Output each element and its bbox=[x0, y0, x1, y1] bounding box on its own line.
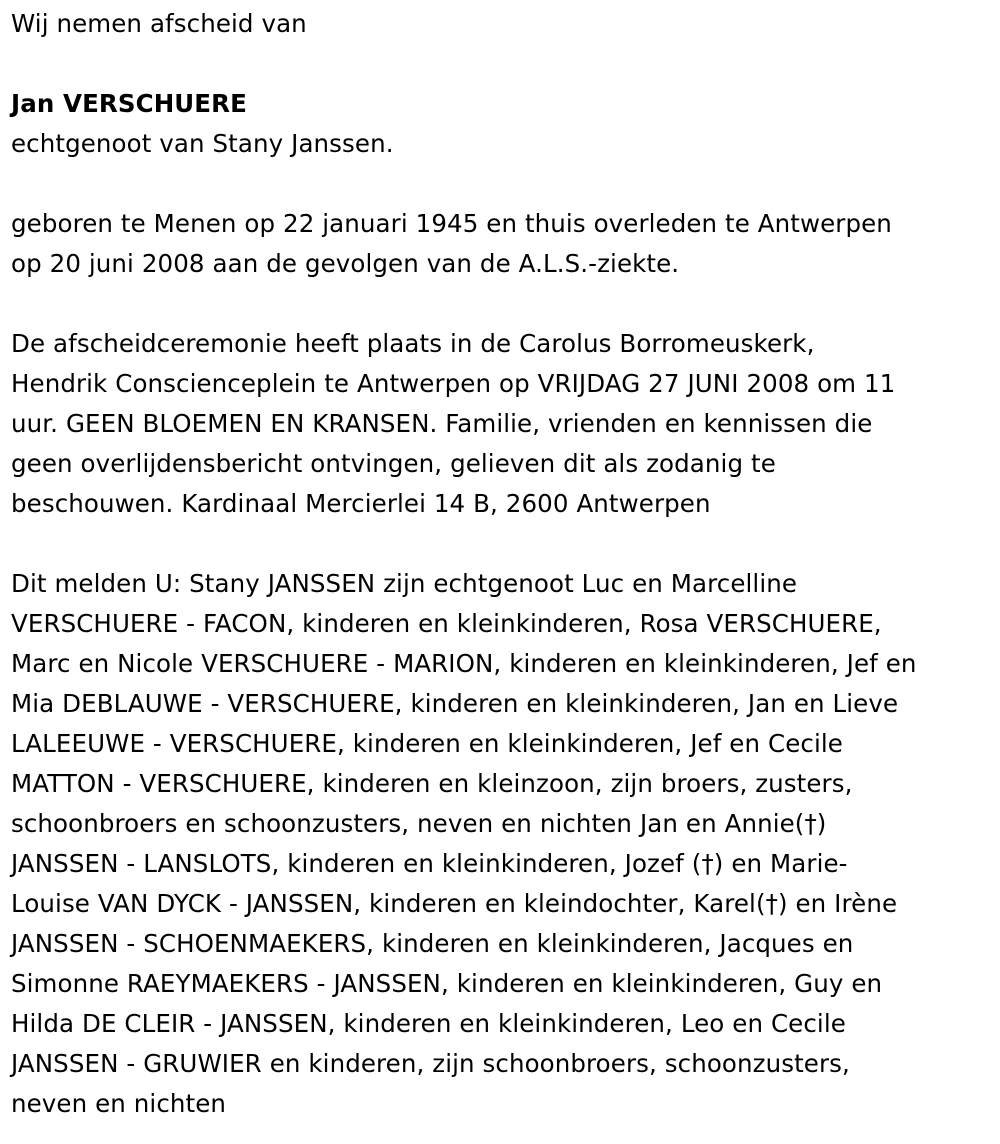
paragraph-line: Marc en Nicole VERSCHUERE - MARION, kinderen en kleinkinderen, Jef en bbox=[11, 649, 917, 678]
paragraph-line: Louise VAN DYCK - JANSSEN, kinderen en kleindochter, Karel(†) en Irène bbox=[11, 889, 898, 918]
paragraph-line: VERSCHUERE - FACON, kinderen en kleinkinderen, Rosa VERSCHUERE, bbox=[11, 609, 882, 638]
paragraph-line: geboren te Menen op 22 januari 1945 en thuis overleden te Antwerpen bbox=[11, 209, 892, 238]
ceremony-paragraph bbox=[11, 324, 996, 524]
paragraph-line: neven en nichten bbox=[11, 1089, 227, 1118]
paragraph-line: Hilda DE CLEIR - JANSSEN, kinderen en kleinkinderen, Leo en Cecile bbox=[11, 1009, 846, 1038]
paragraph-line: Hendrik Conscienceplein te Antwerpen op VRIJDAG 27 JUNI 2008 om 11 bbox=[11, 369, 896, 398]
spouse-text: echtgenoot van Stany Janssen. bbox=[11, 129, 394, 158]
paragraph-line: uur. GEEN BLOEMEN EN KRANSEN. Familie, vrienden en kennissen die bbox=[11, 409, 873, 438]
paragraph-line: Dit melden U: Stany JANSSEN zijn echtgenoot Luc en Marcelline bbox=[11, 569, 798, 598]
paragraph-line: beschouwen. Kardinaal Mercierlei 14 B, 2600 Antwerpen bbox=[11, 489, 711, 518]
paragraph-line: Simonne RAEYMAEKERS - JANSSEN, kinderen en kleinkinderen, Guy en bbox=[11, 969, 883, 998]
birth-death-paragraph bbox=[11, 204, 996, 284]
paragraph-line: op 20 juni 2008 aan de gevolgen van de A.L.S.-ziekte. bbox=[11, 249, 680, 278]
paragraph-line: MATTON - VERSCHUERE, kinderen en kleinzoon, zijn broers, zusters, bbox=[11, 769, 853, 798]
paragraph-line: JANSSEN - GRUWIER en kinderen, zijn schoonbroers, schoonzusters, bbox=[11, 1049, 850, 1078]
paragraph-line: JANSSEN - LANSLOTS, kinderen en kleinkinderen, Jozef (†) en Marie- bbox=[11, 849, 848, 878]
obituary-notice bbox=[11, 0, 996, 1124]
intro-text: Wij nemen afscheid van bbox=[11, 9, 307, 38]
paragraph-line: Mia DEBLAUWE - VERSCHUERE, kinderen en kleinkinderen, Jan en Lieve bbox=[11, 689, 899, 718]
paragraph-line: De afscheidceremonie heeft plaats in de Carolus Borromeuskerk, bbox=[11, 329, 815, 358]
paragraph-line: JANSSEN - SCHOENMAEKERS, kinderen en kleinkinderen, Jacques en bbox=[11, 929, 854, 958]
deceased-name: Jan VERSCHUERE bbox=[11, 89, 247, 118]
family-paragraph bbox=[11, 564, 996, 1124]
paragraph-line: LALEEUWE - VERSCHUERE, kinderen en kleinkinderen, Jef en Cecile bbox=[11, 729, 843, 758]
paragraph-line: schoonbroers en schoonzusters, neven en nichten Jan en Annie(†) bbox=[11, 809, 827, 838]
paragraph-line: geen overlijdensbericht ontvingen, gelieven dit als zodanig te bbox=[11, 449, 776, 478]
